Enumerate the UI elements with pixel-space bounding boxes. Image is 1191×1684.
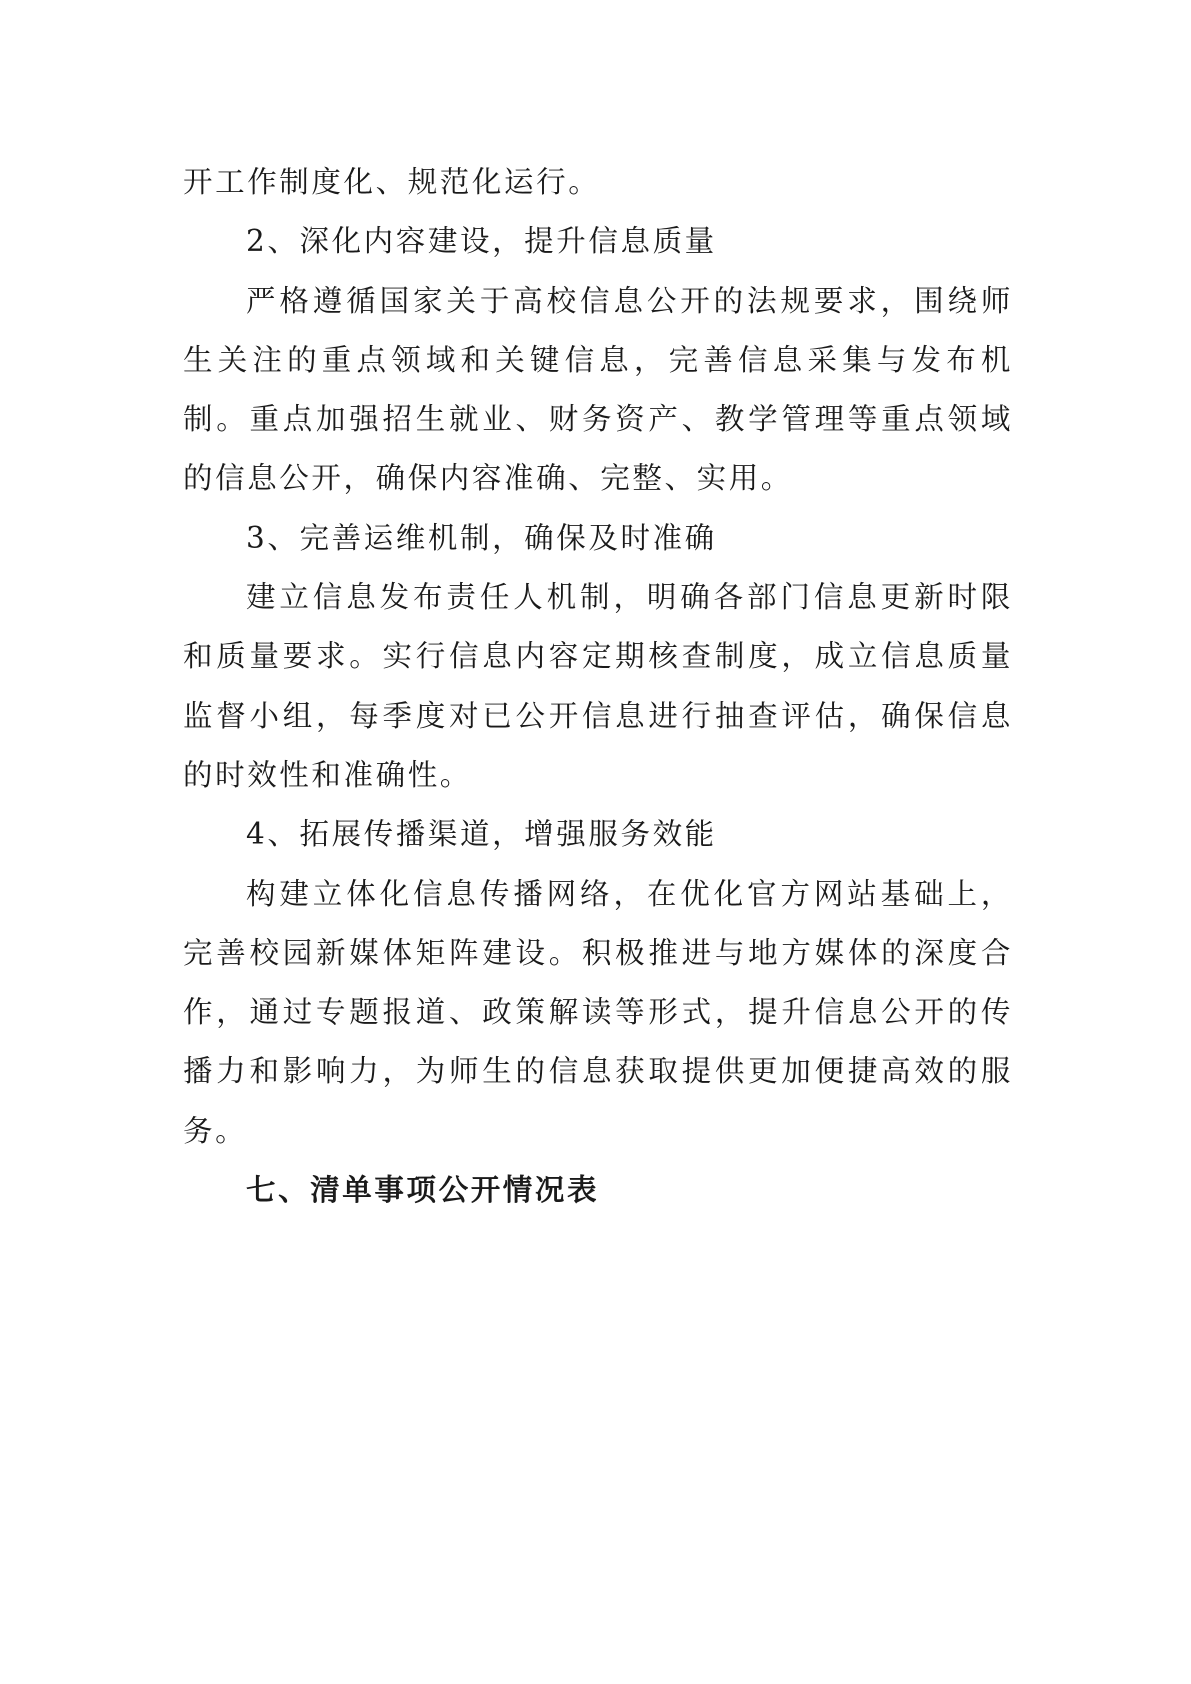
section-3-body: 建立信息发布责任人机制，明确各部门信息更新时限和质量要求。实行信息内容定期核查制度，成立信息质量监督小组，每季度对已公开信息进行抽查评估，确保信息的时效性和准确性。: [183, 580, 1013, 792]
section-2-title: 2、深化内容建设，提升信息质量: [246, 224, 717, 259]
section-4-title: 4、拓展传播渠道，增强服务效能: [246, 817, 717, 852]
section-3-title: 3、完善运维机制，确保及时准确: [246, 520, 717, 555]
document-body: [183, 153, 1013, 1220]
chapter-heading: 七、清单事项公开情况表: [246, 1173, 600, 1208]
section-2-body: 严格遵循国家关于高校信息公开的法规要求，围绕师生关注的重点领域和关键信息，完善信息采集与发布机制。重点加强招生就业、财务资产、教学管理等重点领域的信息公开，确保内容准确、完整、实用。: [183, 283, 1013, 496]
section-4-body: 构建立体化信息传播网络，在优化官方网站基础上，完善校园新媒体矩阵建设。积极推进与地方媒体的深度合作，通过专题报道、政策解读等形式，提升信息公开的传播力和影响力，为师生的信息获取提供更加便捷高效的服务。: [183, 876, 1013, 1148]
continuation-paragraph: 开工作制度化、规范化运行。: [183, 165, 601, 199]
